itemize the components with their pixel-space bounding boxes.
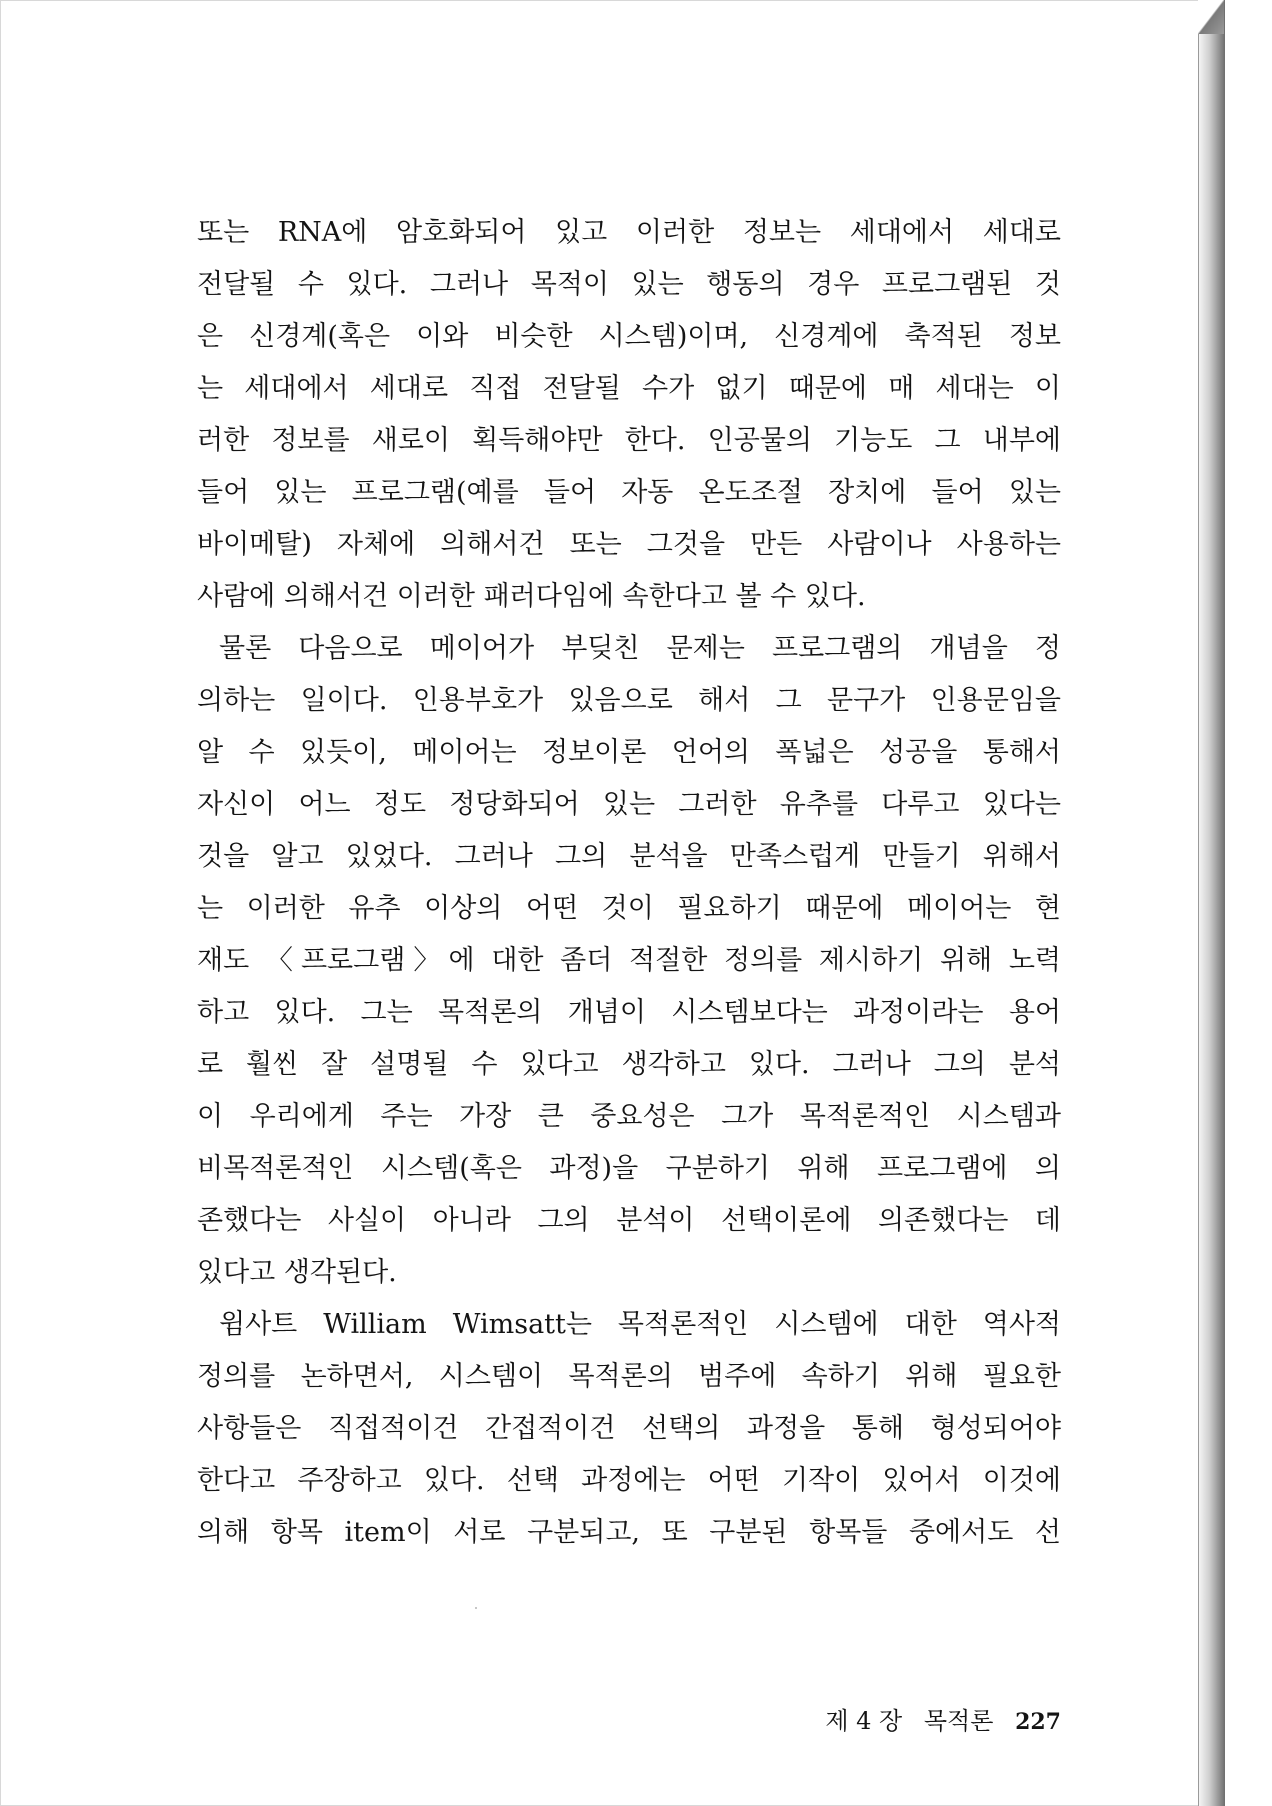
- background-margin: [1224, 0, 1272, 1806]
- text-line: 러한 정보를 새로이 획득해야만 한다. 인공물의 기능도 그 내부에: [197, 425, 1061, 456]
- text-line: 들어 있는 프로그램(예를 들어 자동 온도조절 장치에 들어 있는: [197, 477, 1061, 508]
- chapter-title: 목적론: [923, 1707, 994, 1735]
- text-line: 존했다는 사실이 아니라 그의 분석이 선택이론에 의존했다는 데: [197, 1205, 1061, 1236]
- text-line: 은 신경계(혹은 이와 비슷한 시스템)이며, 신경계에 축적된 정보: [197, 321, 1061, 352]
- scan-speck: [475, 1607, 477, 1609]
- text-line: 하고 있다. 그는 목적론의 개념이 시스템보다는 과정이라는 용어: [197, 997, 1061, 1028]
- text-line: 전달될 수 있다. 그러나 목적이 있는 행동의 경우 프로그램된 것: [197, 269, 1061, 300]
- text-line: 있다고 생각된다.: [197, 1257, 397, 1288]
- page-curl-edge: [1198, 0, 1225, 1806]
- paragraph-start-line: 물론 다음으로 메이어가 부딪친 문제는 프로그램의 개념을 정: [219, 633, 1061, 664]
- text-line: 바이메탈) 자체에 의해서건 또는 그것을 만든 사람이나 사용하는: [197, 529, 1061, 560]
- text-line: 또는 RNA에 암호화되어 있고 이러한 정보는 세대에서 세대로: [197, 217, 1061, 248]
- page-corner-fold: [1198, 0, 1224, 34]
- text-line: 의해 항목 item이 서로 구분되고, 또 구분된 항목들 중에서도 선: [197, 1517, 1061, 1548]
- text-line: 한다고 주장하고 있다. 선택 과정에는 어떤 기작이 있어서 이것에: [197, 1465, 1061, 1496]
- text-line: 것을 알고 있었다. 그러나 그의 분석을 만족스럽게 만들기 위해서: [197, 841, 1061, 872]
- paragraph-start-line: 윔사트 William Wimsatt는 목적론적인 시스템에 대한 역사적: [219, 1309, 1061, 1340]
- page-number: 227: [1015, 1709, 1061, 1735]
- text-line: 는 세대에서 세대로 직접 전달될 수가 없기 때문에 매 세대는 이: [197, 373, 1061, 404]
- text-line: 비목적론적인 시스템(혹은 과정)을 구분하기 위해 프로그램에 의: [197, 1153, 1061, 1184]
- text-line: 재도 〈프로그램〉에 대한 좀더 적절한 정의를 제시하기 위해 노력: [197, 945, 1061, 976]
- text-line: 의하는 일이다. 인용부호가 있음으로 해서 그 문구가 인용문임을: [197, 685, 1061, 716]
- text-line: 알 수 있듯이, 메이어는 정보이론 언어의 폭넓은 성공을 통해서: [197, 737, 1061, 768]
- chapter-label: 제 4 장: [825, 1707, 903, 1735]
- text-line: 정의를 논하면서, 시스템이 목적론의 범주에 속하기 위해 필요한: [197, 1361, 1061, 1392]
- text-line: 자신이 어느 정도 정당화되어 있는 그러한 유추를 다루고 있다는: [197, 789, 1061, 820]
- page-footer: [761, 1701, 1061, 1741]
- text-line: 이 우리에게 주는 가장 큰 중요성은 그가 목적론적인 시스템과: [197, 1101, 1061, 1132]
- text-line: 로 훨씬 잘 설명될 수 있다고 생각하고 있다. 그러나 그의 분석: [197, 1049, 1061, 1080]
- text-line: 는 이러한 유추 이상의 어떤 것이 필요하기 때문에 메이어는 현: [197, 893, 1061, 924]
- body-text: [197, 207, 1061, 1559]
- text-line: 사항들은 직접적이건 간접적이건 선택의 과정을 통해 형성되어야: [197, 1413, 1061, 1444]
- text-line: 사람에 의해서건 이러한 패러다임에 속한다고 볼 수 있다.: [197, 581, 866, 612]
